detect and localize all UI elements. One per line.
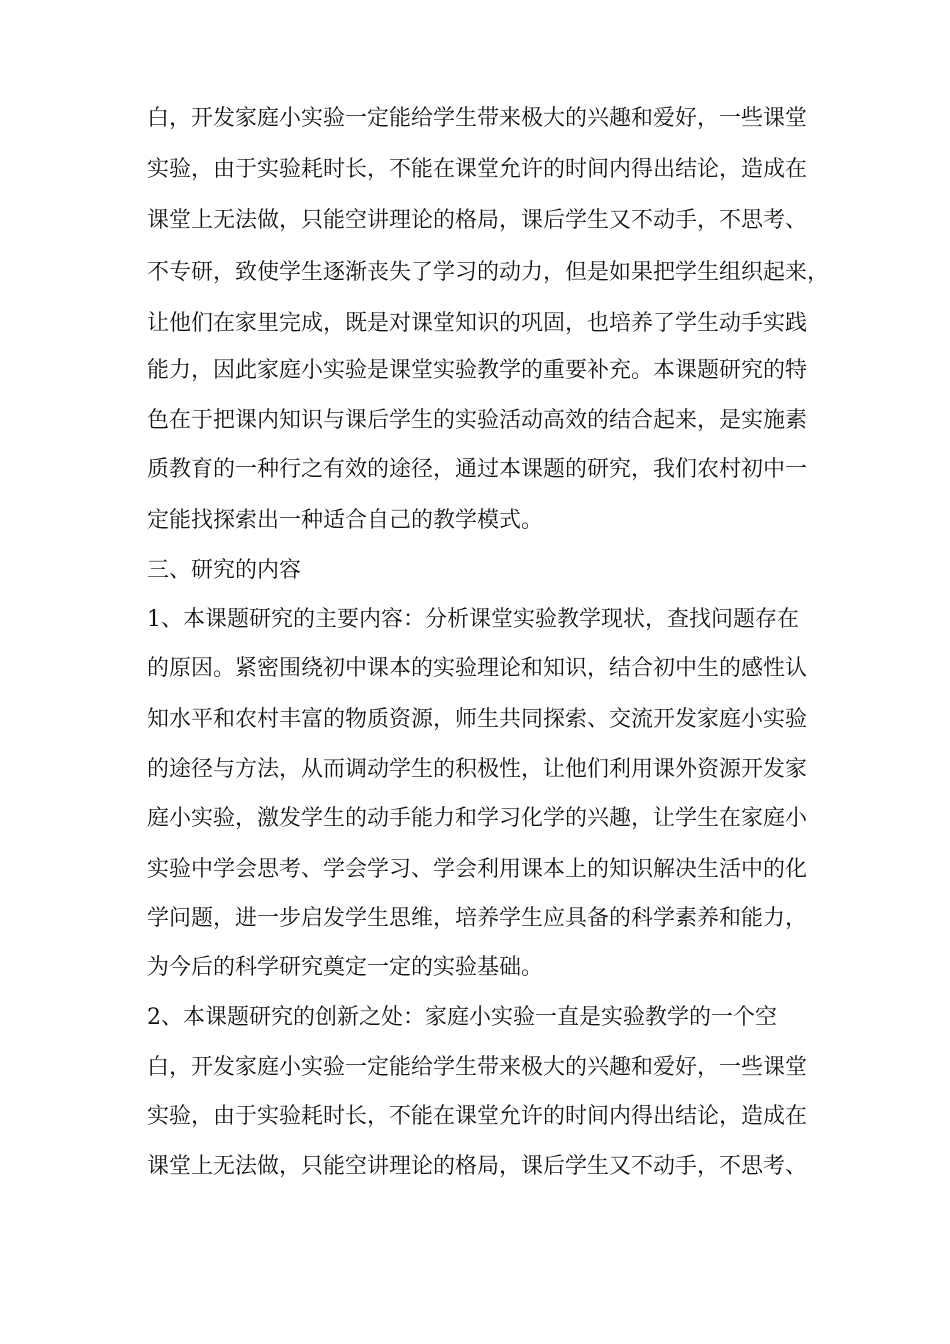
- paragraph-line: 实验中学会思考、学会学习、学会利用课本上的知识解决生活中的化: [147, 857, 808, 882]
- paragraph-line: 2、本课题研究的创新之处：家庭小实验一直是实验教学的一个空: [147, 1005, 777, 1030]
- paragraph-line: 能力，因此家庭小实验是课堂实验教学的重要补充。本课题研究的特: [147, 358, 808, 383]
- paragraph-line: 学问题，进一步启发学生思维，培养学生应具备的科学素养和能力，: [147, 906, 808, 931]
- paragraph-line: 的途径与方法，从而调动学生的积极性，让他们利用课外资源开发家: [147, 757, 808, 782]
- paragraph-line: 质教育的一种行之有效的途径，通过本课题的研究，我们农村初中一: [147, 457, 808, 482]
- paragraph-line: 实验，由于实验耗时长，不能在课堂允许的时间内得出结论，造成在: [147, 157, 808, 182]
- paragraph-line: 定能找探索出一种适合自己的教学模式。: [147, 508, 544, 533]
- paragraph-line: 课堂上无法做，只能空讲理论的格局，课后学生又不动手，不思考、: [147, 208, 808, 233]
- paragraph-line: 色在于把课内知识与课后学生的实验活动高效的结合起来，是实施素: [147, 408, 808, 433]
- paragraph-line: 庭小实验，激发学生的动手能力和学习化学的兴趣，让学生在家庭小: [147, 806, 808, 831]
- paragraph-line: 实验，由于实验耗时长，不能在课堂允许的时间内得出结论，造成在: [147, 1104, 808, 1129]
- paragraph-line: 1、本课题研究的主要内容：分析课堂实验教学现状，查找问题存在: [147, 607, 799, 632]
- paragraph-line: 的原因。紧密围绕初中课本的实验理论和知识，结合初中生的感性认: [147, 656, 808, 681]
- paragraph-line: 课堂上无法做，只能空讲理论的格局，课后学生又不动手，不思考、: [147, 1154, 808, 1179]
- paragraph-line: 让他们在家里完成，既是对课堂知识的巩固，也培养了学生动手实践: [147, 311, 808, 336]
- paragraph-line: 白，开发家庭小实验一定能给学生带来极大的兴趣和爱好，一些课堂: [147, 106, 808, 131]
- paragraph-line: 知水平和农村丰富的物质资源，师生共同探索、交流开发家庭小实验: [147, 707, 808, 732]
- paragraph-line: 不专研，致使学生逐渐丧失了学习的动力，但是如果把学生组织起来，: [147, 260, 830, 285]
- paragraph-line: 白，开发家庭小实验一定能给学生带来极大的兴趣和爱好，一些课堂: [147, 1055, 808, 1080]
- section-heading: 三、研究的内容: [147, 558, 302, 583]
- paragraph-line: 为今后的科学研究奠定一定的实验基础。: [147, 955, 544, 980]
